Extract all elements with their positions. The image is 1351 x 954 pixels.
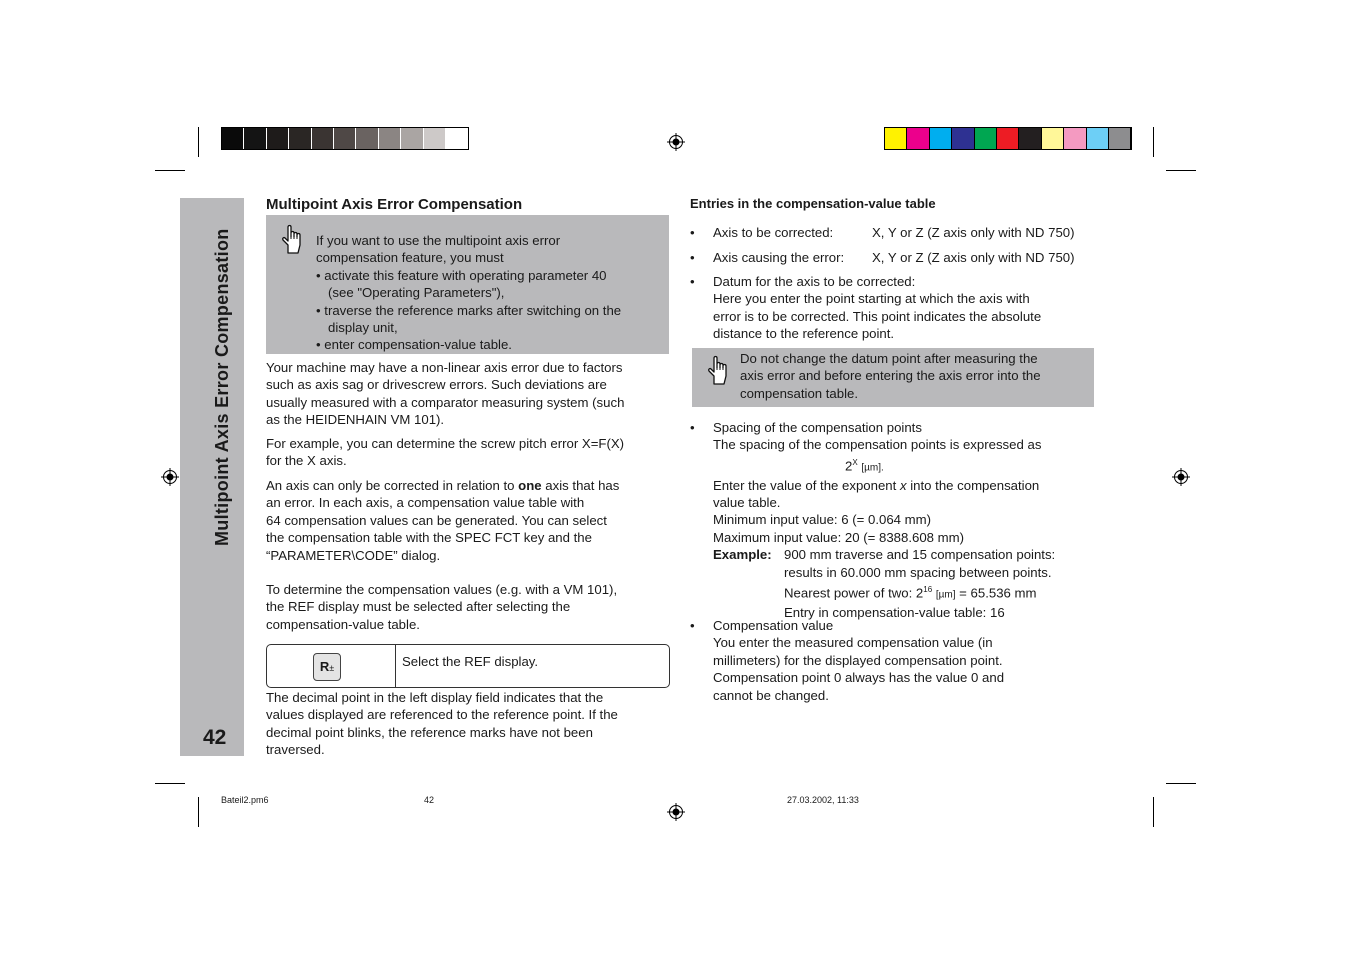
plus-minus-icon: ± bbox=[329, 663, 335, 673]
note-text bbox=[316, 232, 621, 354]
text-line: usually measured with a comparator measuring system (such bbox=[266, 394, 625, 410]
bullet-label: Axis causing the error: bbox=[713, 250, 845, 265]
crop-mark bbox=[155, 783, 185, 784]
bold-text: one bbox=[518, 478, 542, 493]
grayscale-bar bbox=[221, 127, 469, 150]
text-line bbox=[784, 581, 1093, 604]
key-label: R bbox=[319, 659, 330, 674]
text-line: For example, you can determine the screw pitch error X=F(X) bbox=[266, 436, 625, 451]
hand-pointer-icon bbox=[280, 223, 304, 255]
crop-mark bbox=[198, 127, 199, 157]
text-span: An axis can only be corrected in relation to bbox=[266, 478, 519, 493]
formula-unit: [µm]. bbox=[861, 462, 884, 474]
note-line: If you want to use the multipoint axis error bbox=[316, 233, 561, 248]
bullet-body bbox=[713, 419, 1093, 621]
example-body bbox=[784, 546, 1093, 621]
color-swatch bbox=[1064, 128, 1086, 149]
section-heading: Entries in the compensation-value table bbox=[690, 196, 936, 211]
text-line: traversed. bbox=[266, 742, 325, 758]
color-swatch bbox=[952, 128, 974, 149]
paragraph bbox=[266, 435, 624, 470]
text-line: compensation-value table. bbox=[266, 616, 420, 632]
color-swatch bbox=[997, 128, 1019, 149]
text-line: The spacing of the compensation points is expressed as bbox=[713, 437, 1042, 453]
bullet-icon: • bbox=[690, 225, 695, 240]
text-span: into the compensation bbox=[906, 477, 1040, 493]
text-line: Entry in compensation-value table: 16 bbox=[784, 604, 1005, 620]
color-swatch bbox=[289, 128, 311, 149]
paragraph bbox=[266, 477, 619, 564]
color-swatch bbox=[1109, 128, 1131, 149]
color-bar bbox=[884, 127, 1132, 150]
unit: [µm] bbox=[935, 589, 956, 601]
hand-pointer-icon bbox=[706, 354, 730, 386]
text-span: axis that has bbox=[541, 478, 620, 493]
formula bbox=[713, 454, 1093, 477]
text-line: error is to be corrected. This point indicates the absolute bbox=[713, 308, 1042, 324]
color-swatch bbox=[1042, 128, 1064, 149]
color-swatch bbox=[1087, 128, 1109, 149]
text-line: the compensation table with the SPEC FCT key and the bbox=[266, 530, 592, 546]
text-line: millimeters) for the displayed compensation point. bbox=[713, 652, 1003, 668]
text-line: You enter the measured compensation value (in bbox=[713, 635, 993, 651]
note-line: • activate this feature with operating parameter 40 bbox=[316, 267, 607, 283]
registration-mark-icon bbox=[667, 133, 685, 151]
bullet-icon: • bbox=[690, 274, 695, 289]
text-span: Enter the value of the exponent bbox=[713, 477, 900, 493]
section-heading: Multipoint Axis Error Compensation bbox=[266, 196, 523, 213]
text-line: “PARAMETER\CODE” dialog. bbox=[266, 547, 441, 563]
registration-mark-icon bbox=[161, 468, 179, 486]
color-swatch bbox=[379, 128, 401, 149]
color-swatch bbox=[222, 128, 244, 149]
bullet-icon: • bbox=[690, 250, 695, 265]
bullet-body bbox=[713, 273, 1041, 343]
bullet-spacing bbox=[690, 419, 1093, 621]
text-line: The decimal point in the left display field indicates that the bbox=[266, 690, 604, 705]
text-line: results in 60.000 mm spacing between points. bbox=[784, 564, 1052, 580]
paragraph bbox=[266, 359, 624, 429]
registration-mark-icon bbox=[667, 803, 685, 821]
paragraph bbox=[266, 689, 618, 759]
color-swatch bbox=[356, 128, 378, 149]
text-line: such as axis sag or drivescrew errors. Such deviations are bbox=[266, 377, 607, 393]
color-swatch bbox=[975, 128, 997, 149]
note-line: compensation table. bbox=[740, 385, 859, 401]
key-instruction-table bbox=[266, 644, 670, 688]
bullet-compensation-value bbox=[690, 617, 1004, 704]
text-line: values displayed are referenced to the reference point. If the bbox=[266, 707, 618, 723]
text-line: an error. In each axis, a compensation value table with bbox=[266, 495, 585, 511]
footer-date: 27.03.2002, 11:33 bbox=[787, 795, 859, 805]
text-line: cannot be changed. bbox=[713, 687, 829, 703]
page-number: 42 bbox=[203, 726, 227, 749]
text-line: the REF display must be selected after selecting the bbox=[266, 599, 571, 615]
registration-mark-icon bbox=[1172, 468, 1190, 486]
color-swatch bbox=[424, 128, 446, 149]
footer-filename: Bateil2.pm6 bbox=[221, 795, 269, 805]
bullet-icon: • bbox=[690, 618, 695, 633]
text-line bbox=[266, 477, 619, 494]
divider bbox=[395, 645, 396, 687]
text-line bbox=[713, 477, 1093, 494]
ref-key-button[interactable] bbox=[313, 653, 341, 681]
text-line: Compensation value bbox=[713, 618, 834, 633]
bullet-body bbox=[713, 617, 1004, 704]
footer-page: 42 bbox=[424, 795, 435, 805]
text-line: 900 mm traverse and 15 compensation points: bbox=[784, 547, 1056, 563]
text-line: decimal point blinks, the reference marks have not been bbox=[266, 724, 593, 740]
note-line: (see "Operating Parameters"), bbox=[328, 285, 505, 301]
color-swatch bbox=[885, 128, 907, 149]
text-span: Nearest power of two: 2 bbox=[784, 585, 924, 601]
text-line: Compensation point 0 always has the value 0 and bbox=[713, 670, 1005, 686]
bullet-icon: • bbox=[690, 420, 695, 435]
crop-mark bbox=[1153, 127, 1154, 157]
bullet-value: X, Y or Z (Z axis only with ND 750) bbox=[872, 250, 1075, 265]
color-swatch bbox=[930, 128, 952, 149]
note-line: display unit, bbox=[328, 320, 398, 336]
color-swatch bbox=[1019, 128, 1041, 149]
color-swatch bbox=[334, 128, 356, 149]
note-line: compensation feature, you must bbox=[316, 250, 504, 266]
crop-mark bbox=[1166, 783, 1196, 784]
paragraph bbox=[266, 581, 617, 633]
formula-base: 2 bbox=[845, 458, 853, 474]
note-line: Do not change the datum point after measuring the bbox=[740, 351, 1038, 366]
text-line: To determine the compensation values (e.g. with a VM 101), bbox=[266, 582, 618, 597]
text-line: as the HEIDENHAIN VM 101). bbox=[266, 412, 445, 428]
color-swatch bbox=[907, 128, 929, 149]
italic-text: x bbox=[899, 477, 907, 493]
bullet-datum bbox=[690, 273, 1041, 343]
text-line: distance to the reference point. bbox=[713, 326, 895, 342]
text-line: Minimum input value: 6 (= 0.064 mm) bbox=[713, 512, 932, 528]
formula-exponent: X bbox=[852, 457, 858, 467]
text-line: Maximum input value: 20 (= 8388.608 mm) bbox=[713, 529, 965, 545]
bullet-label: Axis to be corrected: bbox=[713, 225, 834, 240]
note-line: • traverse the reference marks after switching on the bbox=[316, 302, 622, 318]
text-line: for the X axis. bbox=[266, 453, 347, 469]
example-label: Example: bbox=[713, 547, 772, 563]
note-line: • enter compensation-value table. bbox=[316, 337, 512, 353]
color-swatch bbox=[267, 128, 289, 149]
text-line: Datum for the axis to be corrected: bbox=[713, 274, 916, 289]
exponent: 16 bbox=[923, 585, 933, 595]
text-line: 64 compensation values can be generated. You can select bbox=[266, 512, 607, 528]
note-line: axis error and before entering the axis error into the bbox=[740, 368, 1041, 384]
crop-mark bbox=[1153, 797, 1154, 827]
text-line: value table. bbox=[713, 495, 781, 511]
color-swatch bbox=[446, 128, 468, 149]
crop-mark bbox=[155, 170, 185, 171]
crop-mark bbox=[198, 797, 199, 827]
note-text bbox=[740, 350, 1041, 402]
bullet-value: X, Y or Z (Z axis only with ND 750) bbox=[872, 225, 1075, 240]
crop-mark bbox=[1166, 170, 1196, 171]
color-swatch bbox=[401, 128, 423, 149]
text-span: = 65.536 mm bbox=[955, 585, 1037, 601]
text-line: Spacing of the compensation points bbox=[713, 420, 922, 435]
color-swatch bbox=[244, 128, 266, 149]
text-line: Your machine may have a non-linear axis error due to factors bbox=[266, 360, 623, 375]
example-block bbox=[713, 546, 1093, 621]
key-description: Select the REF display. bbox=[402, 654, 539, 669]
sidebar-title: Multipoint Axis Error Compensation bbox=[212, 228, 232, 546]
text-line: Here you enter the point starting at which the axis with bbox=[713, 291, 1030, 307]
color-swatch bbox=[312, 128, 334, 149]
